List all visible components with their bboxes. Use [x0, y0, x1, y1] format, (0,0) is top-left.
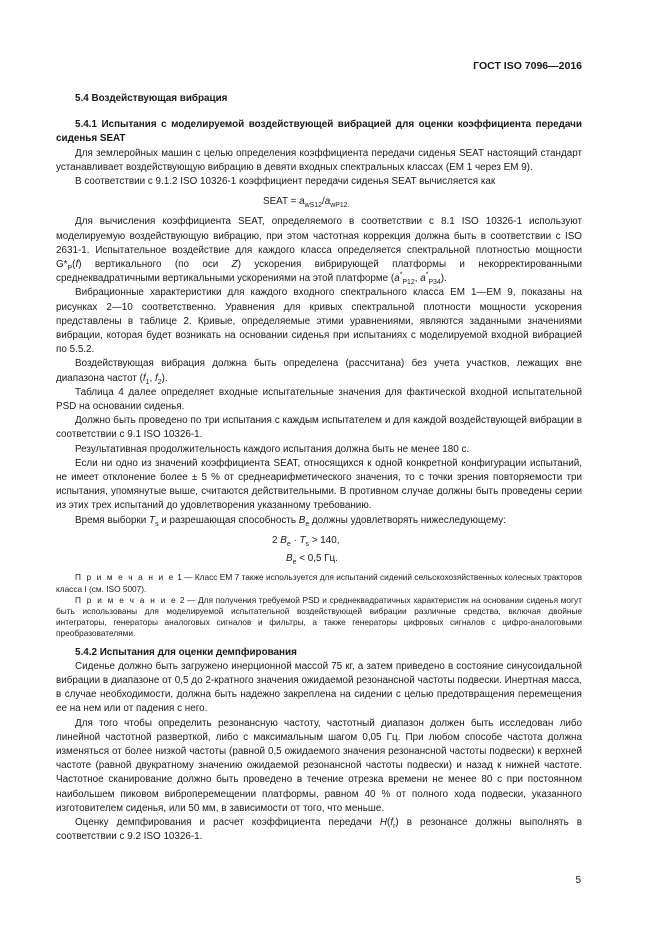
standard-header: ГОСТ ISO 7096—2016: [473, 60, 582, 72]
paragraph: Воздействующая вибрация должна быть определена (рассчитана) без учета участков, лежащих вне диапазона частот ($f_1$, $f_2$).: [56, 358, 582, 386]
paragraph: Результативная продолжительность каждого испытания должна быть не менее 180 с.: [75, 443, 470, 455]
note-1: П р и м е ч а н и е 1 — Класс ЕМ 7 также используется для испытаний сидений сельскохозяйственных колесных тракторов класса I (см. ISO 5007).: [56, 572, 582, 594]
paragraph: Должно быть проведено по три испытания с каждым испытателем и для каждой воздействующей вибрации в соответствии с 9.1 ISO 10326-1.: [56, 415, 582, 441]
paragraph: Если ни одно из значений коэффициента SEAT, относящихся к одной конкретной конфигурации испытаний, не имеет отклонение более ± 5 % от среднеарифметического значения, то с точки зрения повторяемости три испытания, упомянутые выше, считаются действительными. В противном случае должны быть проведены серии из этих трех испытаний до удовлетворения указанному требованию.: [56, 457, 582, 512]
paragraph: Таблица 4 далее определяет входные испытательные значения для фактической входной испытательной PSD на основании сиденья.: [56, 386, 582, 413]
sampling-formula-2: $B_e < 0,5$ Гц.: [286, 553, 338, 567]
paragraph: В соответствии с 9.1.2 ISO 10326-1 коэффициент передачи сиденья SEAT вычисляется как: [75, 176, 496, 188]
paragraph: Для землеройных машин с целью определения коэффициента передачи сиденья SEAT настоящий стандарт устанавливает воздействующую вибрацию в девяти входных спектральных классах (ЕМ 1 через ЕМ 9).: [56, 147, 582, 173]
paragraph: Вибрационные характеристики для каждого входного спектрального класса ЕМ 1—ЕМ 9, показаны на рисунках 2—10 соответственно. Уравнения для кривых спектральной плотности мощности ускорения представлены в таблице 2. Кривые, определяемые этими уравнениями, являются заданными значениями вибрации, которая будет возникать на основании сиденья при испытаниях с моделируемой входной вибрацией по 5.5.2.: [56, 287, 582, 356]
paragraph: Для вычисления коэффициента SEAT, определяемого в соответствии с 8.1 ISO 10326-1 используют моделируемую воздействующую вибрацию, при этом частотная коррекция должна быть в соответствии с ISO 2631-1. Испытательное воздействие для каждого класса определяется спектральной плотностью мощности $G*_P(f)$ вертикального (по оси Z) ускорения вибрирующей платформы и некорректированными среднеквадратичными вертикальными ускорениями на этой платформе ($a^*_{P12}$, $a^*_{P34}$).: [56, 216, 582, 287]
section-5-4-1-title: 5.4.1 Испытания с моделируемой воздействующей вибрацией для оценки коэффициента передачи сиденья SEAT: [56, 119, 582, 145]
sampling-formula-1: 2 $B_e \cdot T_s > 140$,: [272, 534, 340, 548]
paragraph: Оценку демпфирования и расчет коэффициента передачи $H(f_r)$ в резонансе должны выполнять в соответствии с 9.2 ISO 10326-1.: [56, 816, 583, 843]
paragraph: Сиденье должно быть загружено инерционной массой 75 кг, а затем приведено в состояние синусоидальной вибрации в диапазоне от 0,5 до 2-кратного значения ожидаемой резонансной частоты подвески. Инертная масса, в случае необходимости, должна быть надежно закреплена на сидении с целью предотвращения перемещения ее на нем или от падения с него.: [56, 660, 582, 715]
seat-formula: SEAT = $a_{wS12}/a_{wP12.}$: [263, 196, 350, 210]
page-content: [56, 92, 582, 844]
section-5-4-2-title: 5.4.2 Испытания для оценки демпфирования: [75, 646, 297, 658]
paragraph: Для того чтобы определить резонансную частоту, частотный диапазон должен быть исследован либо линейной частотной разверткой, либо с максимальным шагом 0,05 Гц. При любом способе частота должна изменяться от более низкой частоты (равной 0,5 ожидаемого значения резонансной частоты подвески) к верхней частоте (равной двукратному значению ожидаемой резонансной частоты подвески) и назад к нижней частоте. Частотное сканирование должно быть проведено в течение отрезка времени не менее 80 с при постоянном наибольшем пиковом виброперемещении платформы, равном 40 % от полного хода подвески, указанного изготовителем сиденья, или 50 мм, в зависимости от того, что меньше.: [56, 717, 582, 814]
paragraph: Время выборки $T_s$ и разрешающая способность $B_e$ должны удовлетворять нижеследующему:: [75, 514, 506, 528]
note-2: П р и м е ч а н и е 2 — Для получения требуемой PSD и среднеквадратичных характеристик на основании сиденья могут быть использованы для моделируемой испытательной воздействующей вибрации различные средства, включая двойные интеграторы, генераторы аналоговых сигналов и фильтры, а также генераторы цифровых сигналов с цифро-аналоговыми преобразователями.: [56, 594, 582, 639]
section-5-4-title: 5.4 Воздействующая вибрация: [75, 93, 228, 104]
page-number: 5: [575, 875, 581, 886]
